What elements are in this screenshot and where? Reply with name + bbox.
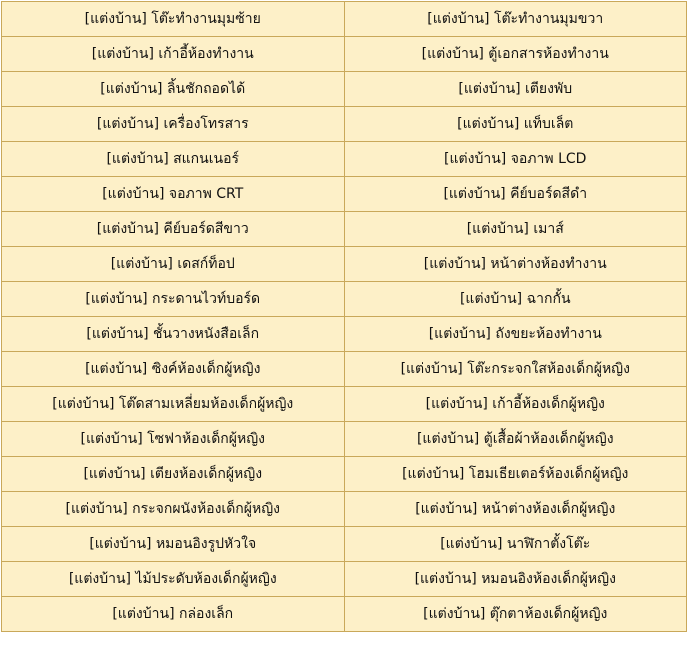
table-cell-left: [แต่งบ้าน] กล่องเล็ก	[2, 597, 345, 632]
table-cell-left: [แต่งบ้าน] กระดานไวท์บอร์ด	[2, 282, 345, 317]
table-cell-left: [แต่งบ้าน] จอภาพ CRT	[2, 177, 345, 212]
table-cell-right: [แต่งบ้าน] ฉากกั้น	[344, 282, 687, 317]
table-cell-right: [แต่งบ้าน] ตุ๊กตาห้องเด็กผู้หญิง	[344, 597, 687, 632]
table-cell-left: [แต่งบ้าน] ลิ้นชักถอดได้	[2, 72, 345, 107]
table-cell-left: [แต่งบ้าน] หมอนอิงรูปหัวใจ	[2, 527, 345, 562]
table-cell-right: [แต่งบ้าน] หน้าต่างห้องเด็กผู้หญิง	[344, 492, 687, 527]
table-row	[2, 37, 687, 72]
table-cell-right: [แต่งบ้าน] หมอนอิงห้องเด็กผู้หญิง	[344, 562, 687, 597]
table-cell-right: [แต่งบ้าน] ถังขยะห้องทำงาน	[344, 317, 687, 352]
table-cell-right: [แต่งบ้าน] แท็บเล็ต	[344, 107, 687, 142]
table-cell-right: [แต่งบ้าน] โฮมเธียเตอร์ห้องเด็กผู้หญิง	[344, 457, 687, 492]
table-cell-right: [แต่งบ้าน] เตียงพับ	[344, 72, 687, 107]
table-cell-right: [แต่งบ้าน] ตู้เอกสารห้องทำงาน	[344, 37, 687, 72]
table-row	[2, 492, 687, 527]
table-row	[2, 562, 687, 597]
table-cell-right: [แต่งบ้าน] จอภาพ LCD	[344, 142, 687, 177]
table-row	[2, 387, 687, 422]
table-row	[2, 282, 687, 317]
table-row	[2, 247, 687, 282]
table-cell-right: [แต่งบ้าน] คีย์บอร์ดสีดำ	[344, 177, 687, 212]
table-row	[2, 457, 687, 492]
table-row	[2, 352, 687, 387]
item-table	[1, 1, 687, 632]
table-cell-left: [แต่งบ้าน] ไม้ประดับห้องเด็กผู้หญิง	[2, 562, 345, 597]
table-cell-left: [แต่งบ้าน] โต๊ะทำงานมุมซ้าย	[2, 2, 345, 37]
table-cell-left: [แต่งบ้าน] โต๊ดสามเหลี่ยมห้องเด็กผู้หญิง	[2, 387, 345, 422]
item-table-body	[2, 2, 687, 632]
table-cell-left: [แต่งบ้าน] เครื่องโทรสาร	[2, 107, 345, 142]
table-cell-left: [แต่งบ้าน] สแกนเนอร์	[2, 142, 345, 177]
table-cell-right: [แต่งบ้าน] โต๊ะกระจกใสห้องเด็กผู้หญิง	[344, 352, 687, 387]
table-cell-left: [แต่งบ้าน] กระจกผนังห้องเด็กผู้หญิง	[2, 492, 345, 527]
table-cell-right: [แต่งบ้าน] หน้าต่างห้องทำงาน	[344, 247, 687, 282]
table-cell-left: [แต่งบ้าน] ซิงค์ห้องเด็กผู้หญิง	[2, 352, 345, 387]
table-row	[2, 107, 687, 142]
table-row	[2, 597, 687, 632]
table-cell-left: [แต่งบ้าน] โซฟาห้องเด็กผู้หญิง	[2, 422, 345, 457]
table-row	[2, 2, 687, 37]
table-row	[2, 212, 687, 247]
table-cell-left: [แต่งบ้าน] คีย์บอร์ดสีขาว	[2, 212, 345, 247]
table-cell-left: [แต่งบ้าน] เก้าอี้ห้องทำงาน	[2, 37, 345, 72]
table-row	[2, 177, 687, 212]
table-cell-left: [แต่งบ้าน] เดสก์ท็อป	[2, 247, 345, 282]
table-cell-left: [แต่งบ้าน] เตียงห้องเด็กผู้หญิง	[2, 457, 345, 492]
table-row	[2, 142, 687, 177]
table-cell-right: [แต่งบ้าน] นาฬิกาตั้งโต๊ะ	[344, 527, 687, 562]
table-row	[2, 527, 687, 562]
table-row	[2, 317, 687, 352]
table-row	[2, 422, 687, 457]
table-cell-right: [แต่งบ้าน] เมาส์	[344, 212, 687, 247]
table-row	[2, 72, 687, 107]
table-cell-right: [แต่งบ้าน] ตู้เสื้อผ้าห้องเด็กผู้หญิง	[344, 422, 687, 457]
table-cell-right: [แต่งบ้าน] เก้าอี้ห้องเด็กผู้หญิง	[344, 387, 687, 422]
table-cell-right: [แต่งบ้าน] โต๊ะทำงานมุมขวา	[344, 2, 687, 37]
table-cell-left: [แต่งบ้าน] ชั้นวางหนังสือเล็ก	[2, 317, 345, 352]
